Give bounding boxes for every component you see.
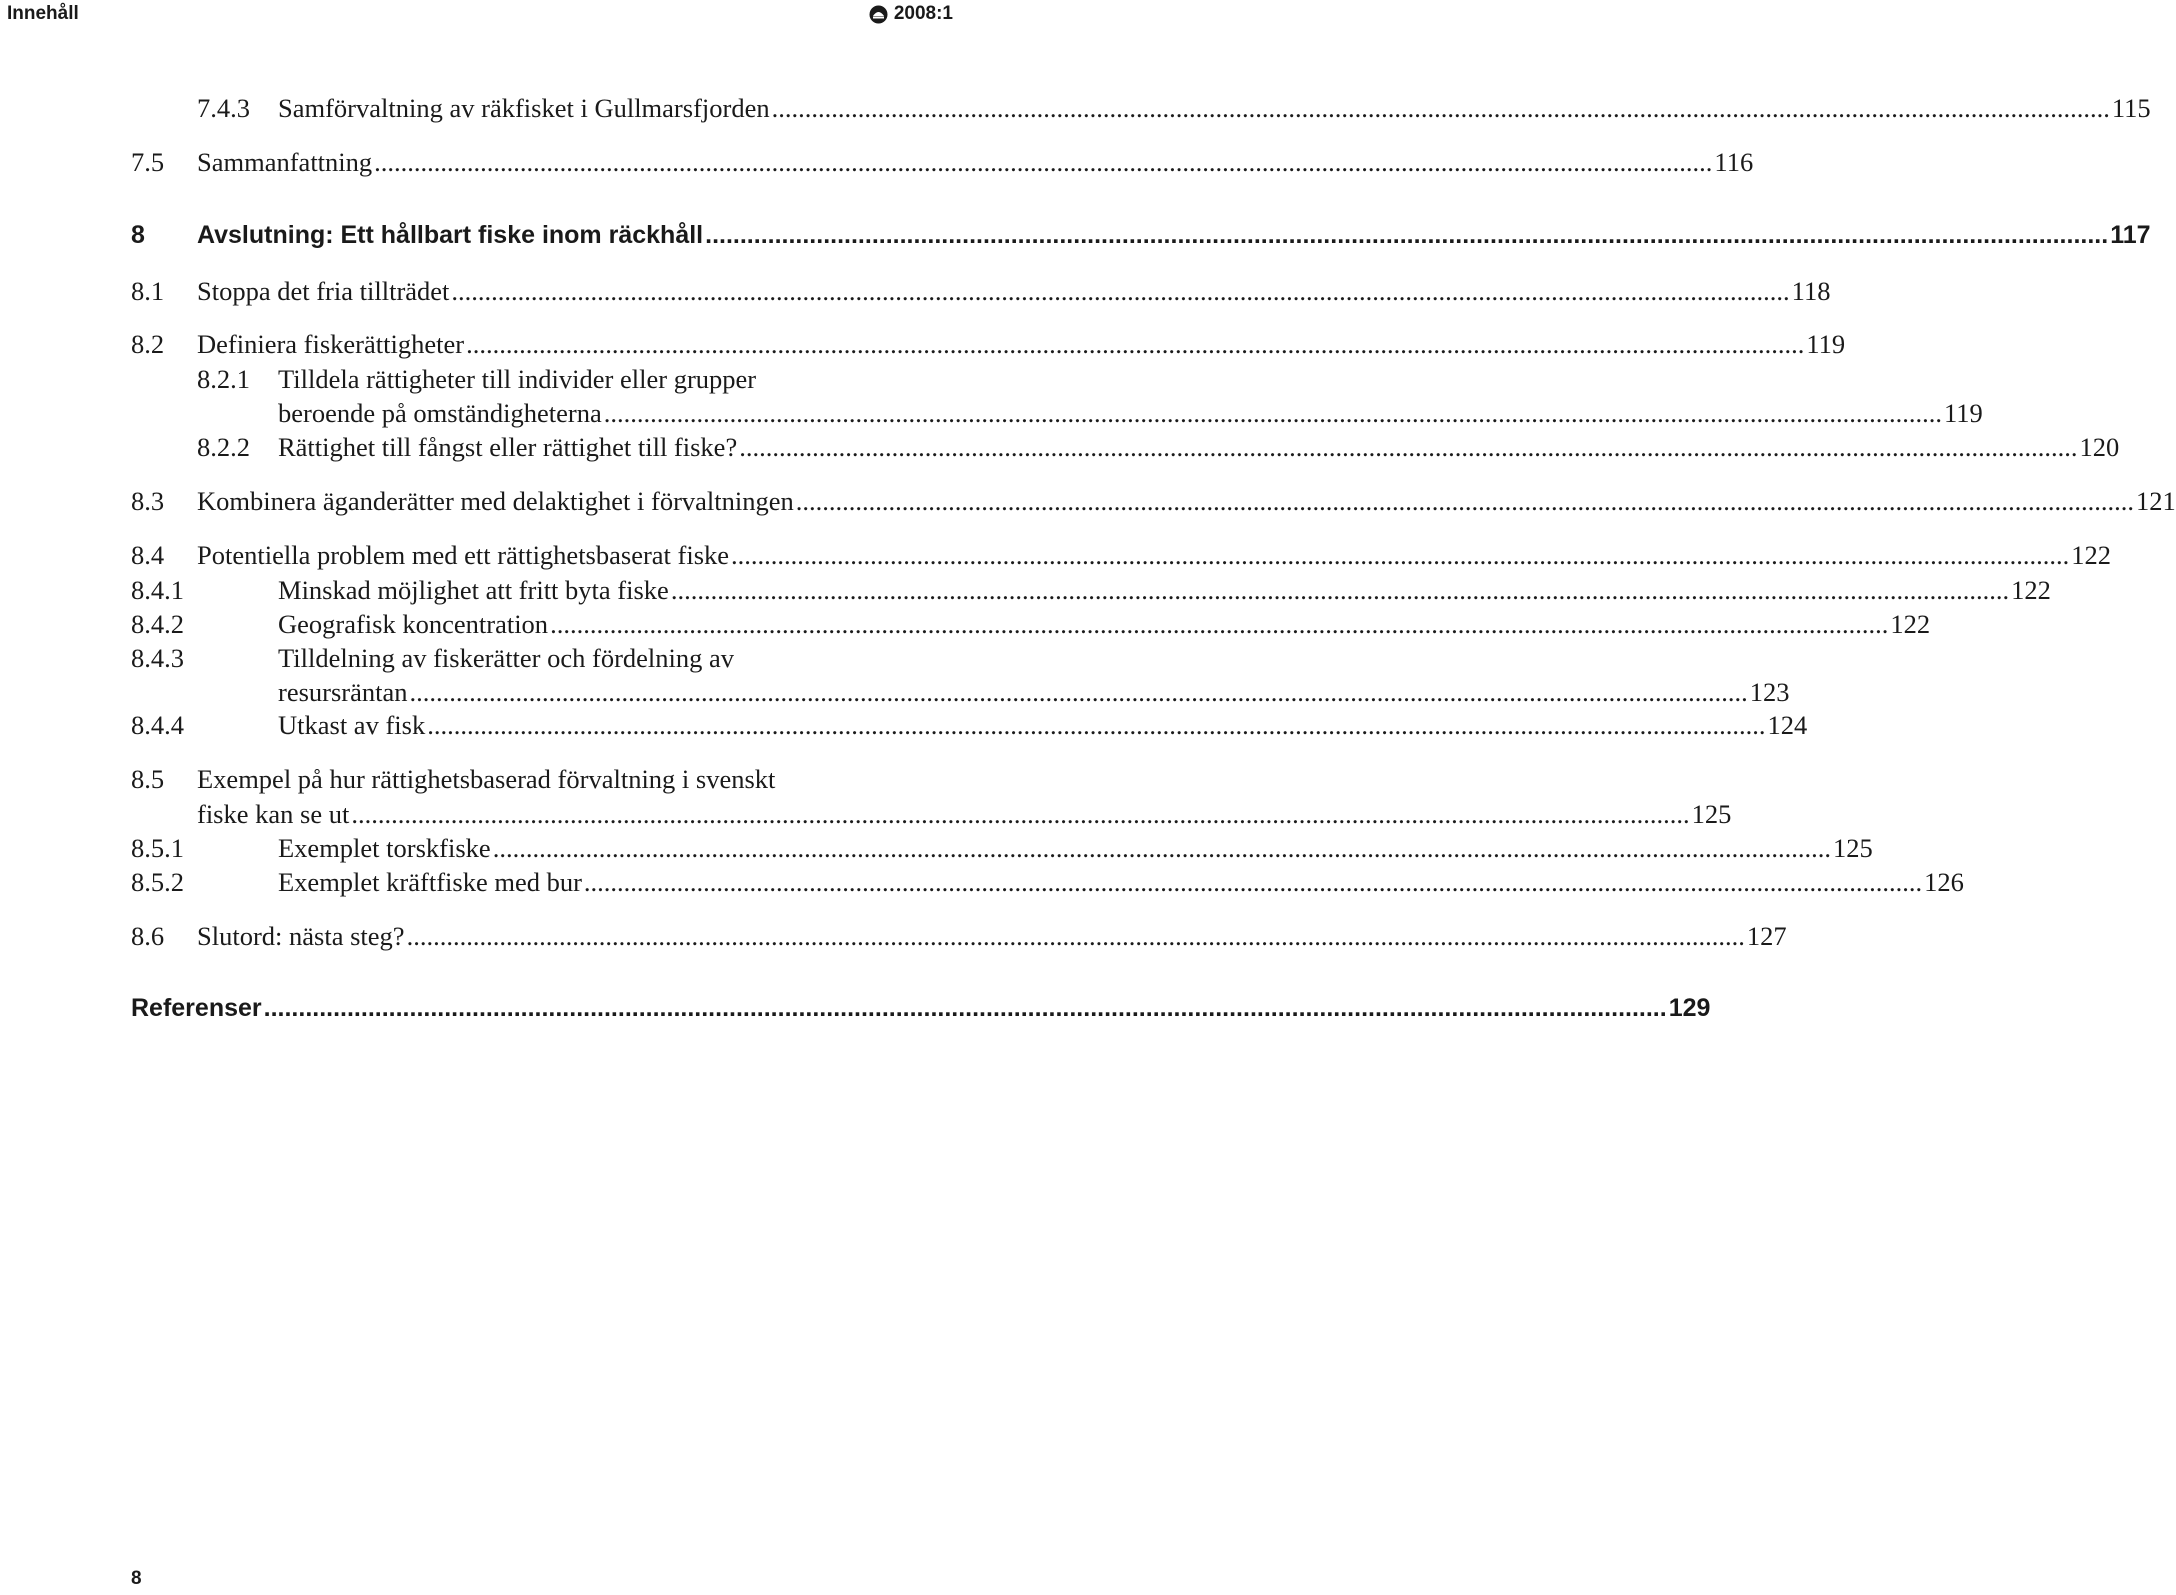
toc-page: 122 (1890, 609, 1931, 639)
toc-title: Potentiella problem med ett rättighetsbaserat fiske (197, 540, 730, 570)
toc-leader: .......................................................................................................................................................................................................... (263, 994, 1667, 1022)
toc-number: 8.5.1 (131, 833, 184, 863)
toc-number: 8.5.2 (131, 867, 184, 897)
toc-title: Stoppa det fria tillträdet (197, 276, 450, 306)
toc-number: 8.4.4 (131, 710, 184, 740)
toc-entry-8-4-1[interactable] (131, 575, 2051, 605)
page-number: 8 (131, 1568, 142, 1589)
toc-leader: .......................................................................................................................................................................................................... (427, 710, 1766, 740)
toc-page: 122 (2011, 575, 2051, 605)
toc-title: Definiera fiskerättigheter (197, 329, 465, 359)
toc-entry-8-2-1-first-line[interactable] (197, 364, 757, 394)
toc-page: 121 (2136, 486, 2176, 516)
section-title: Innehåll (7, 3, 79, 24)
toc-page: 129 (1668, 994, 1711, 1022)
toc-number: 8.4.3 (131, 643, 184, 673)
toc-page: 127 (1746, 921, 1787, 951)
toc-page: 119 (1806, 329, 1846, 359)
toc-entry-8-2[interactable] (131, 329, 1846, 359)
toc-leader: .......................................................................................................................................................................................................... (705, 221, 2109, 249)
toc-entry-8-2-2[interactable] (197, 432, 2120, 462)
toc-entry-8-4-3[interactable] (131, 677, 1790, 707)
toc-leader: .......................................................................................................................................................................................................... (603, 398, 1943, 428)
toc-page: 115 (2111, 93, 2151, 123)
toc-entry-8-2-1[interactable] (197, 398, 1983, 428)
toc-entry-8-4[interactable] (131, 540, 2112, 570)
publisher-logo-icon (869, 5, 888, 24)
toc-number: 8.4.1 (131, 575, 184, 605)
toc-entry-referenser[interactable] (131, 993, 1711, 1023)
toc-title: fiske kan se ut (197, 799, 350, 829)
toc-entry-8-3[interactable] (131, 486, 2176, 516)
toc-leader: .......................................................................................................................................................................................................... (550, 609, 1889, 639)
page-header (0, 0, 960, 30)
toc-leader: .......................................................................................................................................................................................................... (492, 833, 1831, 863)
toc-number: 8.1 (131, 276, 165, 306)
toc-leader: .......................................................................................................................................................................................................... (351, 799, 1690, 829)
toc-entry-8-5-2[interactable] (131, 867, 1964, 897)
toc-title: Utkast av fisk (278, 710, 426, 740)
toc-title: Kombinera äganderätter med delaktighet i förvaltningen (197, 486, 794, 516)
toc-number: 8.6 (131, 921, 165, 951)
toc-title: resursräntan (278, 677, 408, 707)
toc-title-line1: Tilldelning av fiskerätter och fördelning av (278, 643, 735, 673)
toc-leader: .......................................................................................................................................................................................................... (795, 486, 2135, 516)
toc-page: 124 (1767, 710, 1808, 740)
toc-page: 116 (1714, 147, 1754, 177)
toc-leader: .......................................................................................................................................................................................................... (771, 93, 2110, 123)
toc-title: Samförvaltning av räkfisket i Gullmarsfjorden (278, 93, 770, 123)
toc-number: 8.5 (131, 764, 165, 794)
toc-number: 7.5 (131, 147, 165, 177)
toc-number: 8.4 (131, 540, 165, 570)
toc-title: Slutord: nästa steg? (197, 921, 405, 951)
toc-leader: .......................................................................................................................................................................................................... (406, 921, 1745, 951)
toc-entry-8-5[interactable] (131, 799, 1732, 829)
toc-leader: .......................................................................................................................................................................................................... (731, 540, 2070, 570)
toc-leader: .......................................................................................................................................................................................................... (374, 147, 1713, 177)
toc-leader: .......................................................................................................................................................................................................... (466, 329, 1805, 359)
toc-leader: .......................................................................................................................................................................................................... (670, 575, 2010, 605)
toc-entry-8-5-1[interactable] (131, 833, 1873, 863)
toc-title: Rättighet till fångst eller rättighet till fiske? (278, 432, 738, 462)
toc-entry-8-6[interactable] (131, 921, 1787, 951)
toc-number: 8.2.2 (197, 432, 250, 462)
toc-entry-8-4-4[interactable] (131, 710, 1808, 740)
toc-page: 126 (1924, 867, 1964, 897)
toc-page: 123 (1749, 677, 1790, 707)
toc-page: 117 (2110, 221, 2151, 249)
toc-title: Minskad möjlighet att fritt byta fiske (278, 575, 669, 605)
toc-number: 7.4.3 (197, 93, 250, 123)
toc-number: 8 (131, 221, 145, 249)
toc-title: beroende på omständigheterna (278, 398, 602, 428)
toc-page: 119 (1944, 398, 1983, 428)
toc-entry-7-5[interactable] (131, 147, 1754, 177)
toc-entry-8-4-2[interactable] (131, 609, 1931, 639)
toc-title: Avslutning: Ett hållbart fiske inom räckhåll (197, 221, 704, 249)
report-label (869, 3, 953, 25)
toc-title: Exemplet kräftfiske med bur (278, 867, 582, 897)
toc-title: Referenser (131, 994, 262, 1022)
toc-page: 118 (1791, 276, 1831, 306)
toc-entry-8-5-first-line[interactable] (131, 764, 776, 794)
toc-number: 8.4.2 (131, 609, 184, 639)
toc-title-line1: Tilldela rättigheter till individer eller grupper (278, 364, 757, 394)
toc-page: 122 (2071, 540, 2112, 570)
toc-entry-8[interactable] (131, 220, 2151, 250)
toc-entry-8-4-3-first-line[interactable] (131, 643, 735, 673)
toc-entry-7-4-3[interactable] (197, 93, 2151, 123)
report-id: 2008:1 (893, 3, 953, 24)
toc-leader: .......................................................................................................................................................................................................... (409, 677, 1748, 707)
toc-number: 8.3 (131, 486, 165, 516)
toc-title-line1: Exempel på hur rättighetsbaserad förvaltning i svenskt (197, 764, 776, 794)
toc-entry-8-1[interactable] (131, 276, 1831, 306)
toc-leader: .......................................................................................................................................................................................................... (739, 432, 2078, 462)
toc-number: 8.2.1 (197, 364, 250, 394)
toc-number: 8.2 (131, 329, 165, 359)
toc-page: 125 (1832, 833, 1873, 863)
toc-title: Sammanfattning (197, 147, 373, 177)
toc-title: Exemplet torskfiske (278, 833, 491, 863)
toc-leader: .......................................................................................................................................................................................................... (583, 867, 1923, 897)
toc-leader: .......................................................................................................................................................................................................... (451, 276, 1790, 306)
toc-page: 125 (1691, 799, 1732, 829)
toc-page: 120 (2079, 432, 2120, 462)
toc-title: Geografisk koncentration (278, 609, 549, 639)
